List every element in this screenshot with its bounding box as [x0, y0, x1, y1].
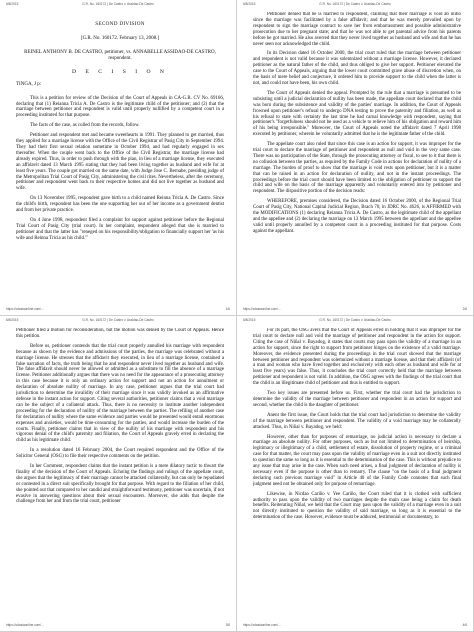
division-label: SECOND DIVISION: [95, 21, 145, 27]
page-header: [6, 2, 230, 9]
paragraph: On 13 November 1995, respondent gave birth to a child named Reinna Tricia A. De Castro. Since the child's birth, respondent has been the one supporting her out of her income as a government dentist and from her private practice.: [16, 196, 224, 214]
page-body: [253, 328, 461, 621]
paragraph: In its Decision dated 16 October 2000, the trial court ruled that the marriage between petitioner and respondent is not valid because it was solemnized without a marriage license. However, it declared petitioner as the natural father of the child, and thus obliged to give her support. Petitioner elevated the case to the Court of Appeals, arguing that the lower court committed grave abuse of discretion when, on the basis of mere belief and conjecture, it ordered him to provide support to the child when the latter is not, and could not have been, his own child.: [253, 51, 461, 86]
page-footer: [6, 623, 230, 629]
paragraph: The appellate court also ruled that since this case is an action for support, it was improper for the trial court to declare the marriage of petitioner and respondent as null and void in the very same case. There was no participation of the State, through the prosecuting attorney or fiscal, to see to it that there is no collusion between the parties, as required by the Family Code in actions for declaration of nullity of a marriage. The burden of proof to show that the marriage is void rests upon petitioner, but it is a matter that can be raised in an action for declaration of nullity, and not in the instant proceedings. The proceedings before the trial court should have been limited to the obligation of petitioner to support the child and wife on the basis of the marriage apparently and voluntarily entered into by petitioner and respondent. The dispositive portion of the decision reads:: [253, 142, 461, 195]
source-url[interactable]: https://cdasiaonline.com/...: [6, 307, 44, 311]
page-body: [253, 12, 461, 305]
paragraph: The Court of Appeals denied the appeal. Prompted by the rule that a marriage is presumed to be subsisting until a judicial declaration of nullity has been made, the appellate court declared that the child was born during the subsistence and validity of the parties' marriage. In addition, the Court of Appeals frowned upon petitioner's refusal to undergo DNA testing to prove the paternity and filiation, as well as his refusal to state with certainty the last time he had carnal knowledge with respondent, saying that petitioner's "forgetfulness should not be used as a vehicle to relieve him of his obligation and reward him of his being irresponsible." Moreover, the Court of Appeals noted the affidavit dated 7 April 1998 executed by petitioner, wherein he voluntarily admitted that he is the legitimate father of the child.: [253, 90, 461, 138]
page-footer: [243, 307, 467, 313]
paragraph: This is a petition for review of the Decision of the Court of Appeals in CA-G.R. CV No. 69166, declaring that (1) Reianna Tricia A. De Castro is the legitimate child of the petitioner; and (2) that the marriage between petitioner and respondent is valid until properly nullified by a competent court in a proceeding instituted for that purpose.: [16, 95, 224, 119]
paragraph: In her Comment, respondent claims that the instant petition is a mere dilatory tactic to thwart the finality of the decision of the Court of Appeals. Echoing the findings and rulings of the appellate court, she argues that the legitimacy of their marriage cannot be attacked collaterally, but can only be repudiated or contested in a direct suit specifically brought for that purpose. With regard to the filiation of her child, she pointed out that compared to her candid and straightforward testimony, petitioner was uncertain, if not evasive in answering questions about their sexual encounters. Moreover, she adds that despite the challenge from her and from the trial court, petitioner: [16, 464, 224, 505]
document-page-4: [237, 316, 474, 632]
paragraph: Petitioner denied that he is married to respondent, claiming that their marriage is void ab initio since the marriage was facilitated by a false affidavit; and that he was merely prevailed upon by respondent to sign the marriage contract to save her from embarrassment and possible administrative prosecution due to her pregnant state; and that he was not able to get parental advice from his parents before he got married. He also averred that they never lived together as husband and wife and that he has never seen nor acknowledged the child.: [253, 12, 461, 47]
print-title: G.R. No. 160172 | De Castro v. Assidao-De Castro: [319, 2, 391, 6]
paragraph: Anent the first issue, the Court holds that the trial court had jurisdiction to determine the validity of the marriage between petitioner and respondent. The validity of a void marriage may be collaterally attacked. Thus, in Niñal v. Bayadog, we held:: [253, 412, 461, 430]
page-number: 1/6: [225, 307, 230, 311]
page-footer: [243, 623, 467, 629]
source-url[interactable]: https://cdasiaonline.com/...: [6, 623, 44, 627]
source-url[interactable]: https://cdasiaonline.com/...: [243, 307, 281, 311]
ponente: TINGA, J p:: [16, 81, 42, 87]
paragraph: On 4 June 1998, respondent filed a complaint for support against petitioner before the Regional Trial Court of Pasig City (trial court). In her complaint, respondent alleged that she is married to petitioner and that the latter has "reneged on his responsibility/obligation to financially support her 'as his wife and Reinna Tricia as his child.'": [16, 217, 224, 241]
page-number: 4/6: [462, 623, 467, 627]
document-page-2: [237, 0, 474, 316]
paragraph: For its part, the OSG avers that the Court of Appeals erred in holding that it was improper for the trial court to declare null and void the marriage of petitioner and respondent in the action for support. Citing the case of Niñal v. Bayadog, it states that courts may pass upon the validity of a marriage in an action for support, since the right to support from petitioner hinges on the existence of a valid marriage. Moreover, the evidence presented during the proceedings in the trial court showed that the marriage between petitioner and respondent was solemnized without a marriage license, and that their affidavit (of a man and woman who have lived together and exclusively with each other as husband and wife for at least five years) was false. Thus, it concludes the trial court correctly held that the marriage between petitioner and respondent is not valid. In addition, the OSG agrees with the findings of the trial court that the child is an illegitimate child of petitioner and thus is entitled to support.: [253, 328, 461, 387]
print-date: 6/8/2015: [243, 2, 256, 6]
paragraph: However, other than for purposes of remarriage, no judicial action is necessary to declare a marriage an absolute nullity. For other purposes, such as but not limited to determination of heirship, legitimacy or illegitimacy of a child, settlement of estate, dissolution of property regime, or a criminal case for that matter, the court may pass upon the validity of marriage even in a suit not directly instituted to question the same so long as it is essential to the determination of the case. This is without prejudice to any issue that may arise in the case. When such need arises, a final judgment of declaration of nullity is necessary even if the purpose is other than to remarry. The clause "on the basis of a final judgment declaring such previous marriage void" in Article 40 of the Family Code connotes that such final judgment need not be obtained only for purpose of remarriage.: [253, 434, 461, 487]
case-heading: [16, 22, 224, 76]
paragraph: Two key issues are presented before us. First, whether the trial court had the jurisdiction to determine the validity of the marriage between petitioner and respondent in an action for support and second, whether the child is the daughter of petitioner.: [253, 391, 461, 408]
page-number: 2/6: [462, 307, 467, 311]
paragraph: WHEREFORE, premises considered, the Decision dated 16 October 2000, of the Regional Trial Court of Pasig City, National Capital Judicial Region, Brach 70, in JDRC No. 4626, is AFFIRMED with the MODIFICATIONS (1) declaring Reianna Tricia A. De Castro, as the legitimate child of the appellant and the appellee and (2) declaring the marriage on 13 March 1995 between the appellant and the appellee valid until properly annulled by a competent court in a proceeding instituted for that purpose. Costs against the appellant.: [253, 199, 461, 234]
page-body: [16, 328, 224, 621]
print-date: 6/8/2015: [243, 318, 256, 322]
page-footer: [6, 307, 230, 313]
paragraph: In a resolution dated 16 February 2004, the Court required respondent and the Office of the Solicitor General (OSG) to file their respective comments on the petition.: [16, 448, 224, 460]
print-title: G.R. No. 160172 | De Castro v. Assidao-De Castro: [82, 2, 154, 6]
paragraph: Petitioner filed a motion for reconsideration, but the motion was denied by the Court of Appeals. Hence this petition.: [16, 328, 224, 339]
case-parties: REINEL ANTHONY B. DE CASTRO, petitioner, vs. ANNABELLE ASSIDAO-DE CASTRO, respondent.: [24, 49, 216, 61]
paragraph: Likewise, in Nicdao Cariño v. Yee Cariño, the Court ruled that it is clothed with sufficient authority to pass upon the validity of two marriages despite the main case being a claim for death benefits. Reiterating Niñal, we held that the Court may pass upon the validity of a marriage even in a suit not directly instituted to question the validity of said marriage, so long as it is essential to the determination of the case. However, evidence must be adduced, testimonial or documentary, to: [253, 491, 461, 521]
paragraph: Before us, petitioner contends that the trial court properly annulled his marriage with respondent because as shown by the evidence and admissions of the parties, the marriage was celebrated without a marriage license. He stresses that the affidavit they executed, in lieu of a marriage license, contained a false narration of facts, the truth being that he and respondent never lived together as husband and wife. The false affidavit should never be allowed or admitted as a substitute to fill the absence of a marriage license. Petitioner additionally argues that there was no need for the appearance of a prosecuting attorney in this case because it is only an ordinary action for support and not an action for annulment or declaration of absolute nullity of marriage. In any case, petitioner argues that the trial court had jurisdiction to determine the invalidity of their marriage since it was validly invoked as an affirmative defense in the instant action for support. Citing several authorities, petitioner claims that a void marriage can be the subject of a collateral attack. Thus, there is no necessity to institute another independent proceeding for the declaration of nullity of the marriage between the parties. The refiling of another case for declaration of nullity where the same evidence and parties would be presented would entail enormous expenses and anxieties, would be time-consuming for the parties, and would increase the burden of the courts. Finally, petitioner claims that in view of the nullity of his marriage with respondent and his vigorous denial of the child's paternity and filiation, the Court of Appeals gravely erred in declaring the child as his legitimate child.: [16, 343, 224, 444]
page-number: 3/6: [225, 623, 230, 627]
page-body: [16, 12, 224, 305]
page-header: [6, 318, 230, 325]
paragraph: The facts of the case, as culled from the records, follow.: [30, 123, 140, 129]
print-title: G.R. No. 160172 | De Castro v. Assidao-De Castro: [319, 318, 391, 322]
print-date: 6/8/2015: [6, 318, 19, 322]
gr-number: [G.R. No. 160172. February 13, 2008.]: [80, 35, 160, 41]
decision-label: D E C I S I O N: [72, 68, 168, 75]
print-title: G.R. No. 160172 | De Castro v. Assidao-De Castro: [82, 318, 154, 322]
print-date: 6/8/2015: [6, 2, 19, 6]
paragraph: Petitioner and respondent met and became sweethearts in 1991. They planned to get married, thus they applied for a marriage license with the Office of the Civil Registrar of Pasig City in September 1994. They had their first sexual relation sometime in October 1994, and had regularly engaged in sex thereafter. When the couple went back to the Office of the Civil Registrar, the marriage license had already expired. Thus, in order to push through with the plan, in lieu of a marriage license, they executed an affidavit dated 13 March 1995 stating that they had been living together as husband and wife for at least five years. The couple got married on the same date, with Judge Jose C. Bernabe, presiding judge of the Metropolitan Trial Court of Pasig City, administering the civil rites. Nevertheless, after the ceremony, petitioner and respondent went back to their respective homes and did not live together as husband and wife.: [16, 133, 224, 192]
document-page-1: [0, 0, 237, 316]
page-header: [243, 2, 467, 9]
document-page-3: [0, 316, 237, 632]
page-header: [243, 318, 467, 325]
source-url[interactable]: https://cdasiaonline.com/...: [243, 623, 281, 627]
